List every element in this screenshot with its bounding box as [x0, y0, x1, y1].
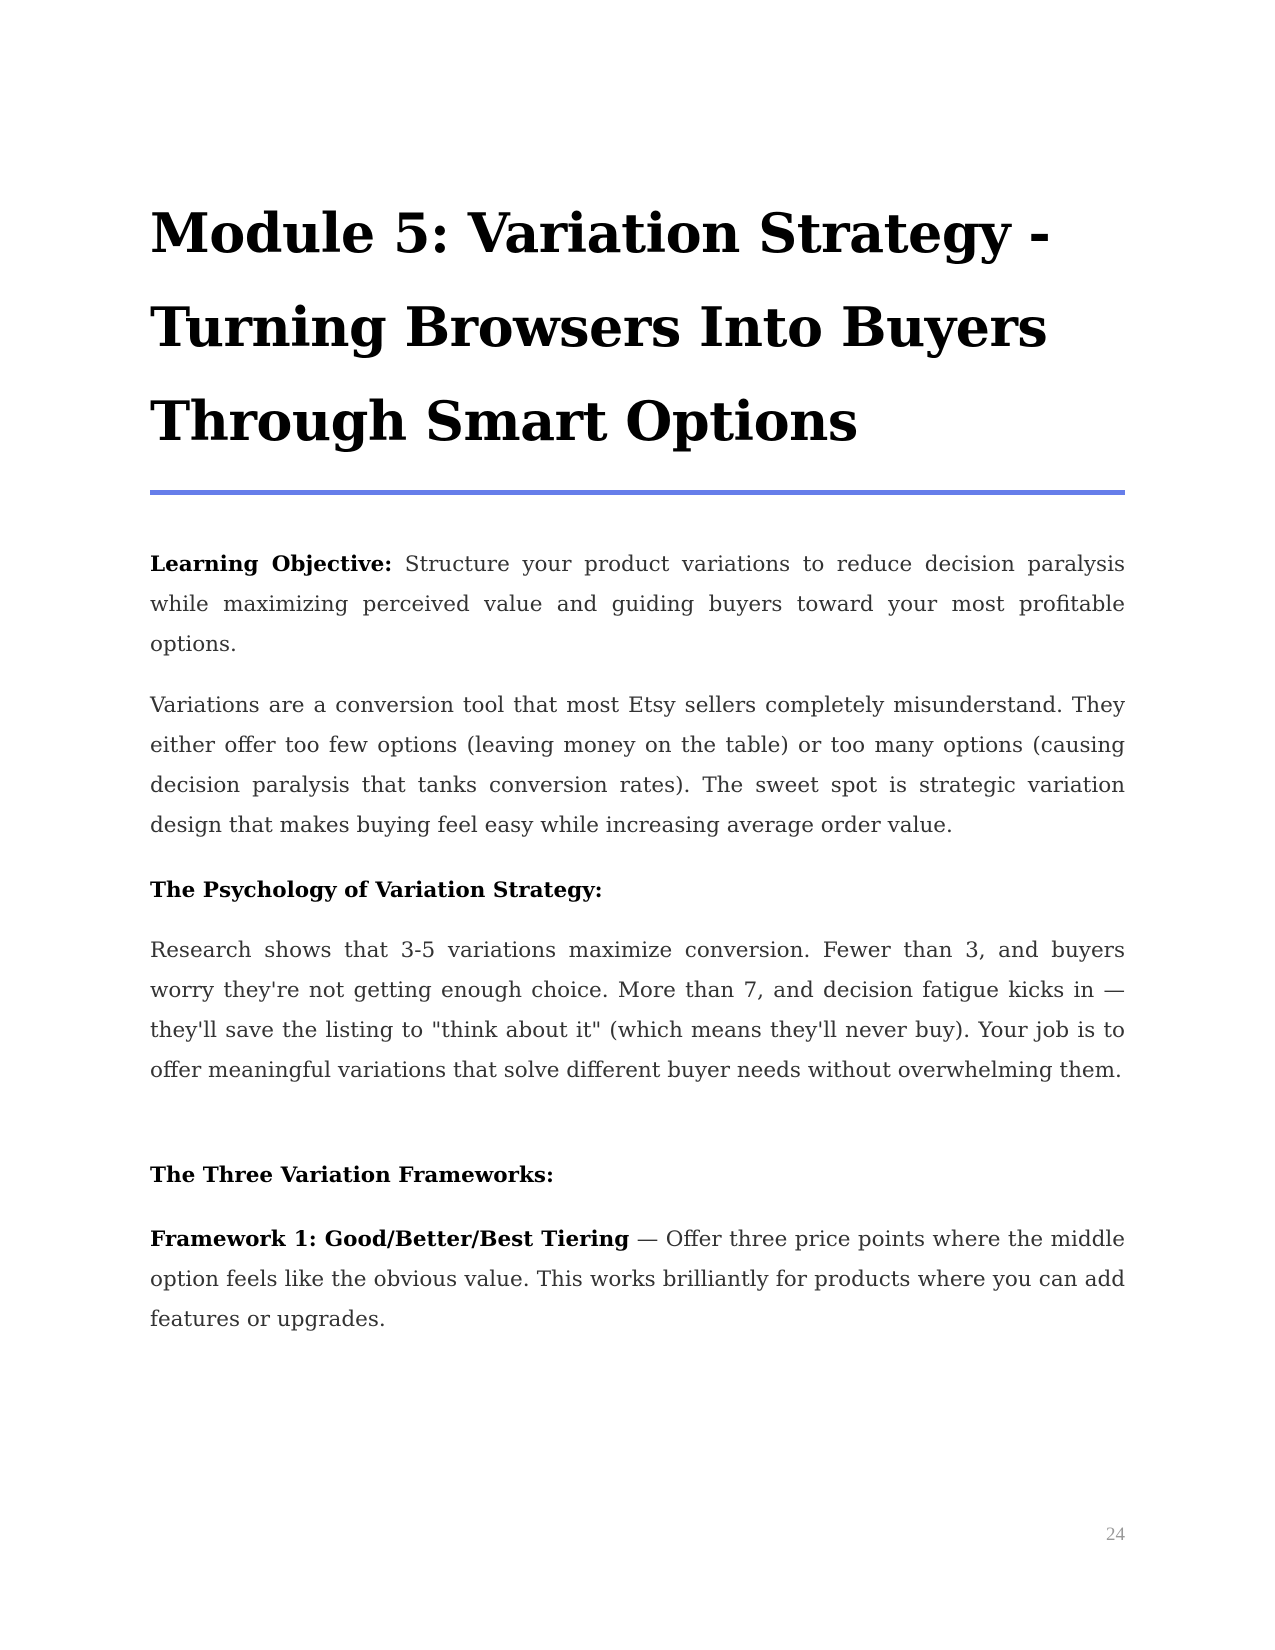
framework-1-text: — Offer three price points where the middle option feels like the obvious value. This works brilliantly for products where you can add features or upgrades. — [150, 1227, 1126, 1332]
page-number: 24 — [1106, 1524, 1125, 1545]
psychology-heading: The Psychology of Variation Strategy: — [150, 878, 603, 903]
framework-1-paragraph — [150, 1220, 1125, 1340]
learning-objective-label: Learning Objective: — [150, 552, 393, 577]
frameworks-heading: The Three Variation Frameworks: — [150, 1163, 554, 1188]
learning-objective-text: Structure your product variations to reduce decision paralysis while maximizing perceived value and guiding buyers toward your most profitable options. — [150, 552, 1126, 657]
framework-1-label: Framework 1: Good/Better/Best Tiering — [150, 1227, 630, 1252]
title-divider — [150, 490, 1125, 495]
page-title: Module 5: Variation Strategy - Turning Browsers Into Buyers Through Smart Options — [150, 201, 1051, 453]
learning-objective-paragraph — [150, 545, 1125, 665]
psychology-paragraph: Research shows that 3-5 variations maximize conversion. Fewer than 3, and buyers worry they're not getting enough choice. More than 7, and decision fatigue kicks in — they'll save the listing to "think about it" (which means they'll never buy). Your job is to offer meaningful variations that solve different buyer needs without overwhelming them. — [150, 938, 1125, 1083]
intro-paragraph: Variations are a conversion tool that most Etsy sellers completely misunderstand. They either offer too few options (leaving money on the table) or too many options (causing decision paralysis that tanks conversion rates). The sweet spot is strategic variation design that makes buying feel easy while increasing average order value. — [150, 693, 1125, 838]
